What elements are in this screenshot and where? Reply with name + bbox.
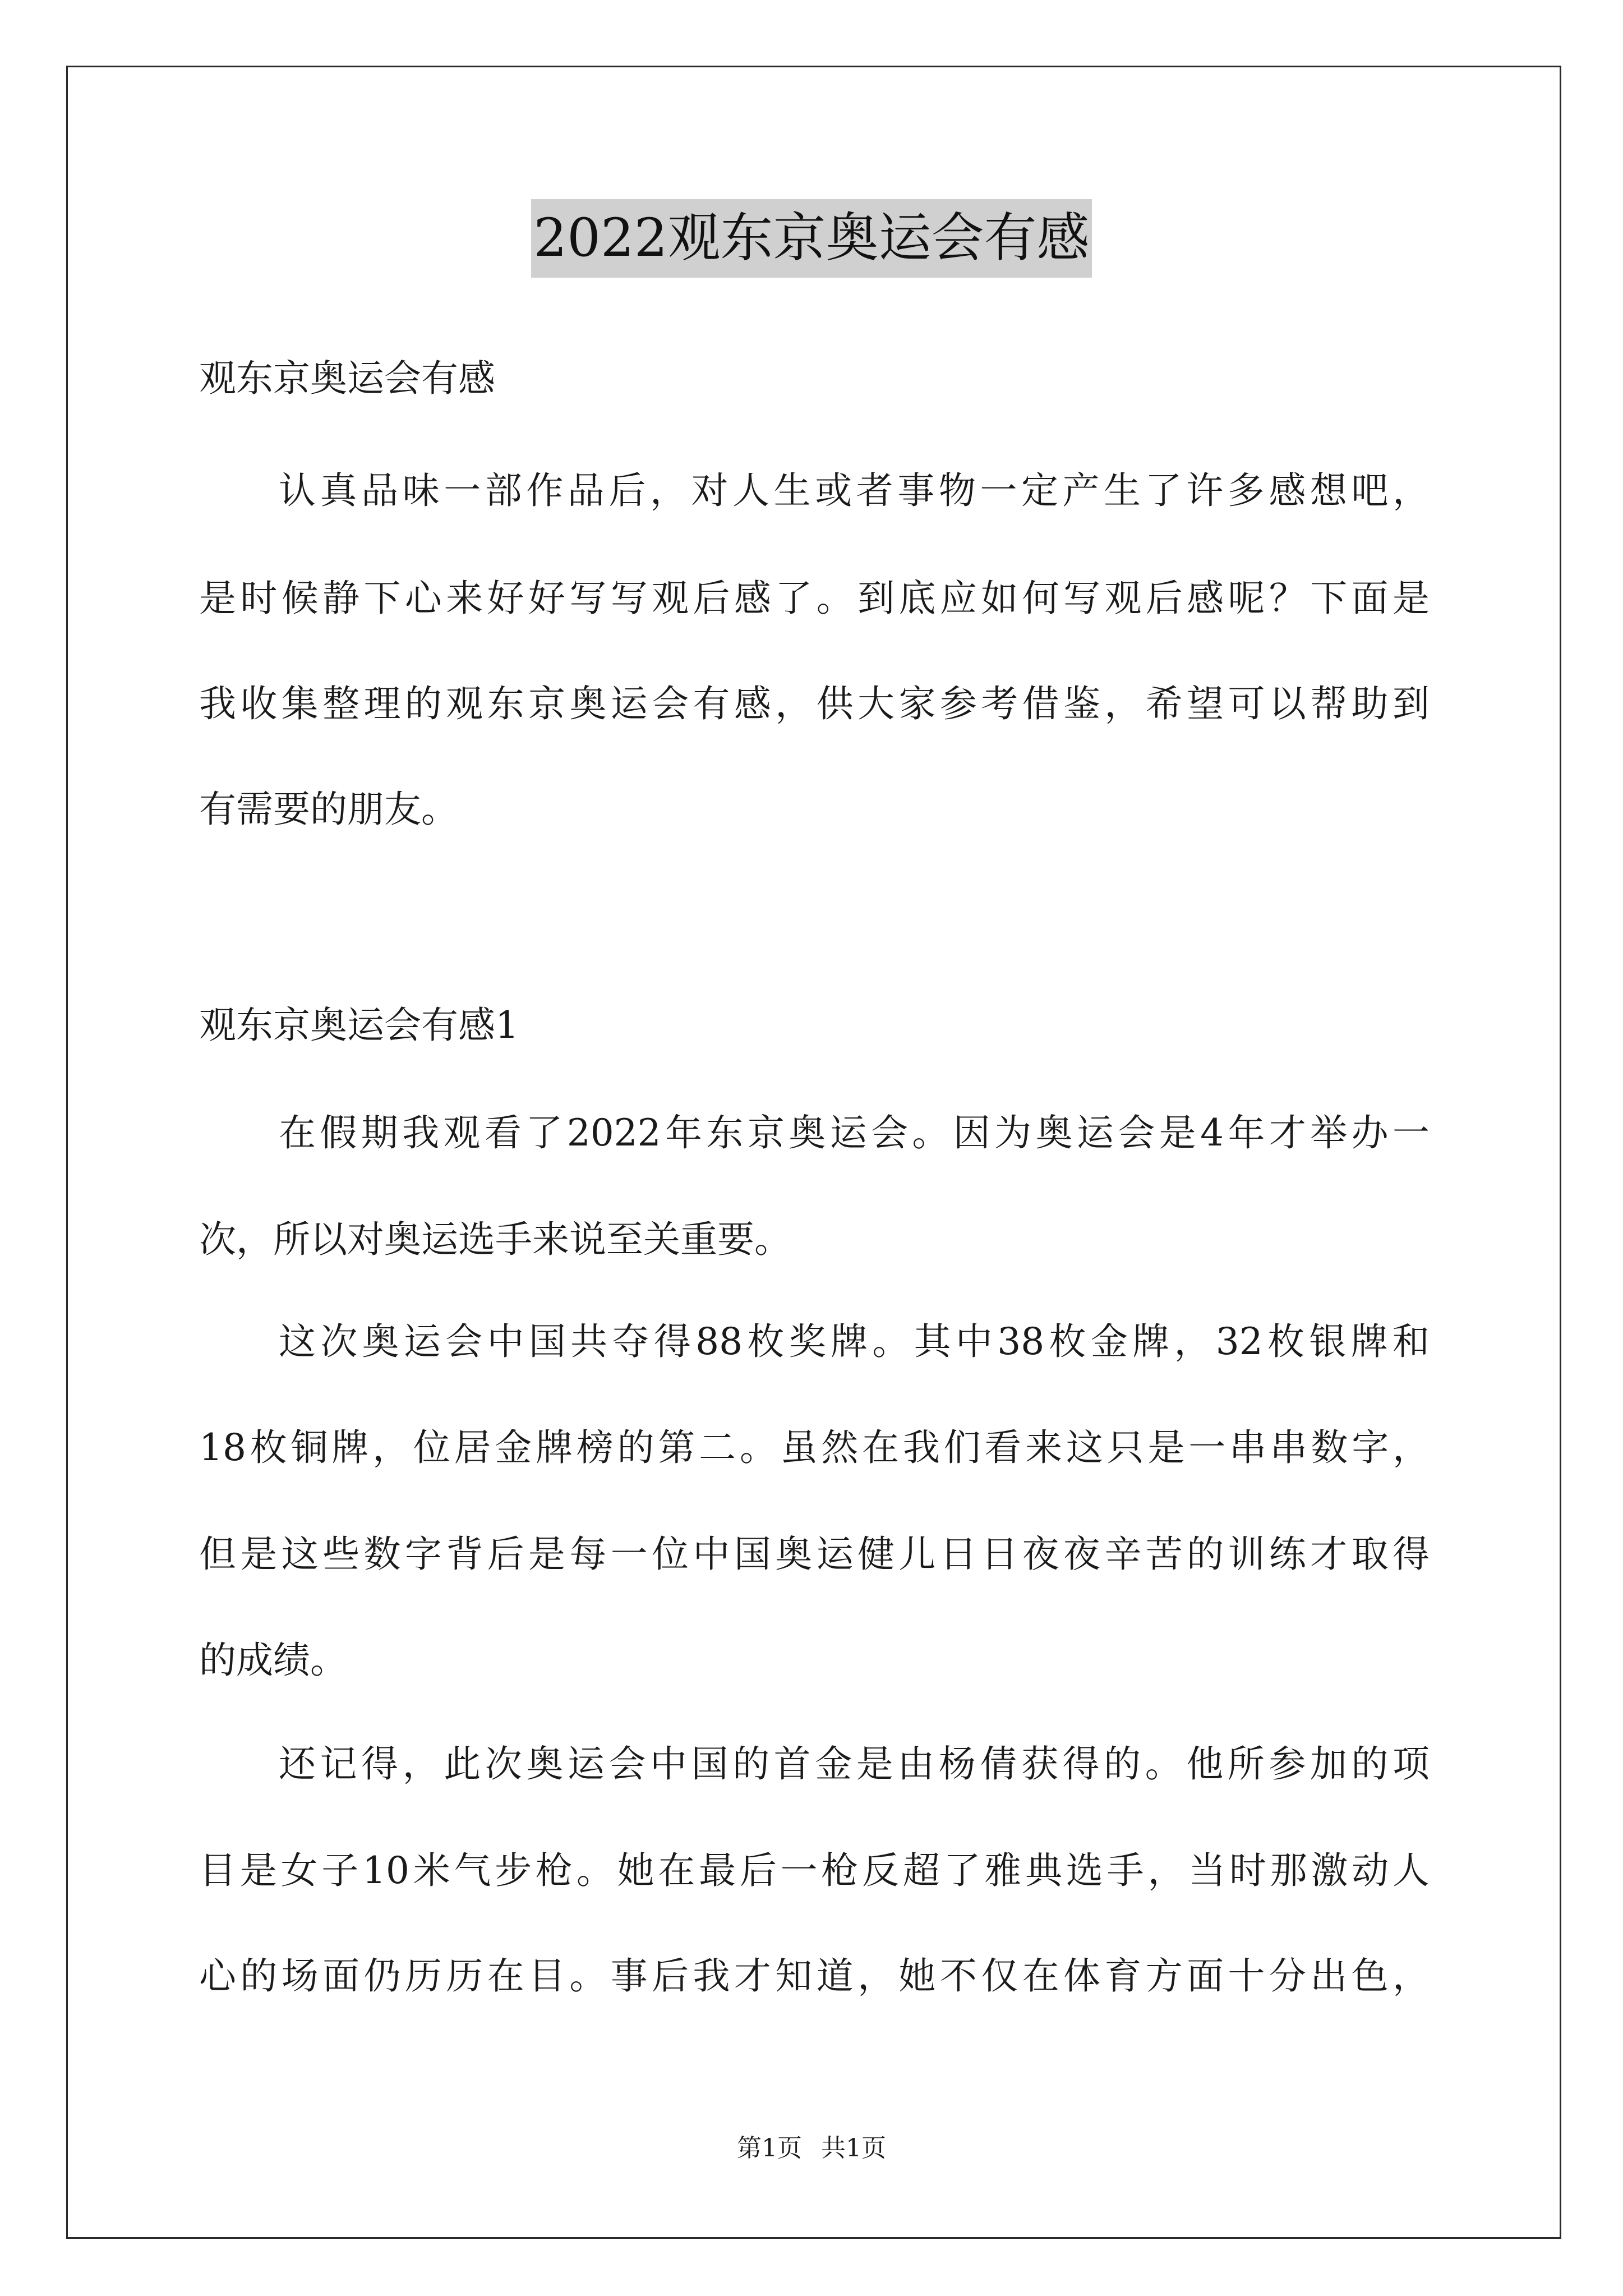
body-line-1: 在假期我观看了2022年东京奥运会。因为奥运会是4年才举办一 <box>279 1111 1430 1154</box>
body-line-2: 次，所以对奥运选手来说至关重要。 <box>199 1218 791 1261</box>
body-line-7: 还记得，此次奥运会中国的首金是由杨倩获得的。他所参加的项 <box>279 1742 1430 1786</box>
page-footer <box>0 2132 1623 2165</box>
section-heading: 观东京奥运会有感1 <box>199 1004 519 1047</box>
body-line-3: 这次奥运会中国共夺得88枚奖牌。其中38枚金牌，32枚银牌和 <box>279 1320 1430 1363</box>
title-container <box>0 199 1623 278</box>
intro-line-4: 有需要的朋友。 <box>199 788 458 831</box>
total-pages: 共1页 <box>821 2134 886 2162</box>
body-line-5: 但是这些数字背后是每一位中国奥运健儿日日夜夜辛苦的训练才取得 <box>199 1533 1430 1576</box>
intro-line-3: 我收集整理的观东京奥运会有感，供大家参考借鉴，希望可以帮助到 <box>199 682 1430 725</box>
body-line-8: 目是女子10米气步枪。她在最后一枪反超了雅典选手，当时那激动人 <box>199 1849 1430 1892</box>
intro-line-2: 是时候静下心来好好写写观后感了。到底应如何写观后感呢？下面是 <box>199 577 1430 620</box>
page-number: 第1页 <box>737 2134 802 2162</box>
intro-line-1: 认真品味一部作品后，对人生或者事物一定产生了许多感想吧， <box>279 469 1430 512</box>
body-line-6: 的成绩。 <box>199 1639 347 1682</box>
document-title: 2022观东京奥运会有感 <box>531 199 1091 278</box>
body-line-9: 心的场面仍历历在目。事后我才知道，她不仅在体育方面十分出色， <box>199 1954 1430 1998</box>
body-line-4: 18枚铜牌，位居金牌榜的第二。虽然在我们看来这只是一串串数字， <box>199 1426 1430 1469</box>
document-subtitle: 观东京奥运会有感 <box>199 357 495 400</box>
